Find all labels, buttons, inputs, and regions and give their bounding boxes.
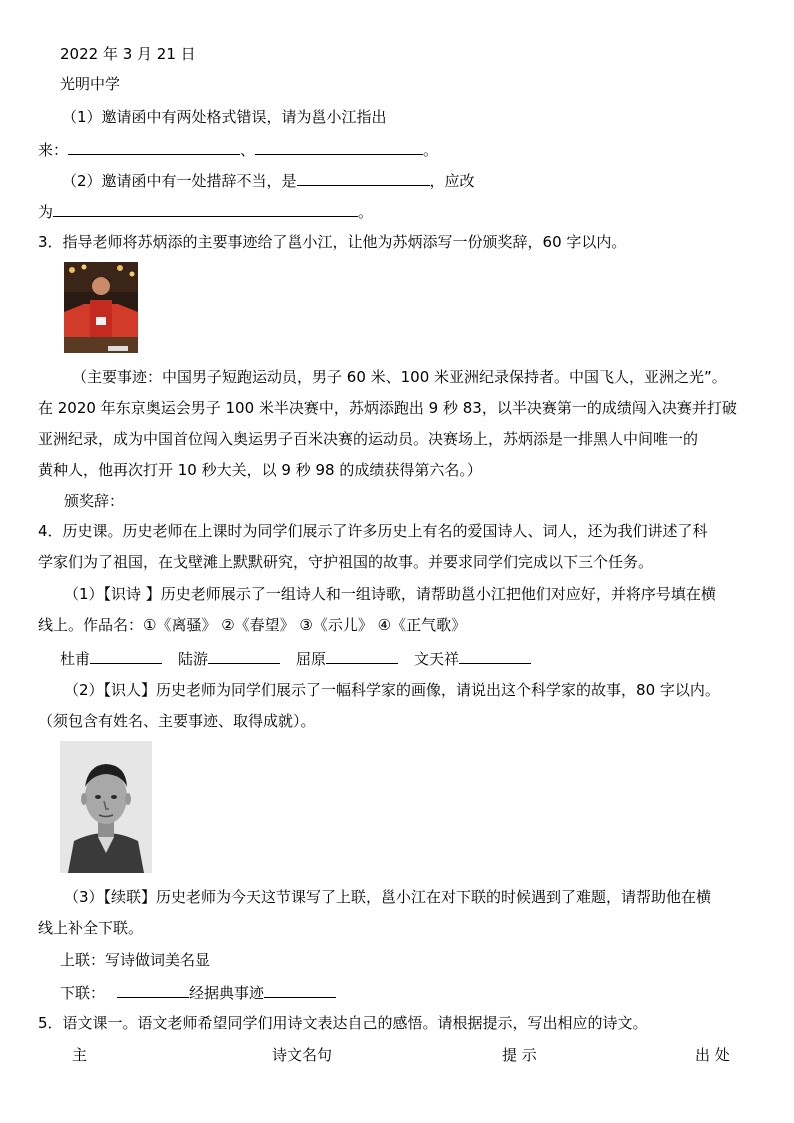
athlete-photo <box>64 262 138 353</box>
answer-blank[interactable] <box>459 648 531 664</box>
answer-blank[interactable] <box>264 982 336 998</box>
answer-blank[interactable] <box>297 170 430 186</box>
q4-task2-line2: （须包含有姓名、主要事迹、取得成就）。 <box>38 712 316 730</box>
answer-blank[interactable] <box>117 982 189 998</box>
q4-task3-line2: 线上补全下联。 <box>38 919 144 937</box>
couplet-lower-mid: 经据典事迹 <box>189 984 265 1002</box>
poet-name: 屈原 <box>296 650 327 668</box>
poet-name: 陆游 <box>178 650 209 668</box>
q4-line1: 4．历史课。历史老师在上课时为同学们展示了许多历史上有名的爱国诗人、词人，还为我们讲述了科 <box>38 522 708 540</box>
couplet-lower-line <box>60 982 336 1003</box>
poet-name: 杜甫 <box>60 650 91 668</box>
q4-task3-line1: （3）【续联】历史老师为今天这节课写了上联，邕小江在对下联的时候遇到了难题，请帮助他在横 <box>64 888 712 906</box>
answer-blank[interactable] <box>68 139 240 155</box>
letter-date: 2022 年 3 月 21 日 <box>60 45 196 63</box>
table-header-verse: 诗文名句 <box>272 1046 333 1064</box>
table-header-theme: 主 <box>72 1046 88 1064</box>
q5-text: 5．语文课一。语文老师希望同学们用诗文表达自己的感悟。请根据提示，写出相应的诗文。 <box>38 1014 648 1032</box>
separator: 、 <box>240 141 256 159</box>
letter-signature: 光明中学 <box>60 75 121 93</box>
q3-para1: （主要事迹：中国男子短跑运动员，男子 60 米、100 米亚洲纪录保持者。中国飞人，亚洲之光”。 <box>72 368 727 386</box>
couplet-upper: 上联：写诗做词美名显 <box>60 951 211 969</box>
poet-matching-row <box>60 648 531 669</box>
q4-task1-line1: （1）【识诗 】历史老师展示了一组诗人和一组诗歌，请帮助邕小江把他们对应好，并将序号填在横 <box>64 585 716 603</box>
q2-sub1-prefix: 来： <box>38 141 69 159</box>
poet-name: 文天祥 <box>414 650 460 668</box>
q3-para4: 黄种人，他再次打开 10 秒大关，以 9 秒 98 的成绩获得第六名。） <box>38 461 482 479</box>
scientist-portrait <box>60 741 152 873</box>
q4-line2: 学家们为了祖国，在戈壁滩上默默研究，守护祖国的故事。并要求同学们完成以下三个任务。 <box>38 553 654 571</box>
q2-sub2-answer-line <box>38 201 373 222</box>
q3-text: 3．指导老师将苏炳添的主要事迹给了邕小江，让他为苏炳添写一份颁奖辞，60 字以内。 <box>38 233 627 251</box>
q2-sub2-mid: ，应改 <box>429 172 475 190</box>
answer-blank[interactable] <box>53 201 358 217</box>
q2-sub1: （1）邀请函中有两处格式错误，请为邕小江指出 <box>62 108 387 126</box>
q3-para2: 在 2020 年东京奥运会男子 100 米半决赛中，苏炳添跑出 9 秒 83，以半决赛第一的成绩闯入决赛并打破 <box>38 399 737 417</box>
answer-blank[interactable] <box>208 648 280 664</box>
q4-task2-line1: （2）【识人】历史老师为同学们展示了一幅科学家的画像，请说出这个科学家的故事，80 字以内。 <box>64 681 720 699</box>
q2-sub2-prefix: 为 <box>38 203 54 221</box>
q2-sub2: （2）邀请函中有一处措辞不当，是 <box>62 172 297 190</box>
line-end: 。 <box>423 141 439 159</box>
couplet-lower-label: 下联： <box>60 984 106 1002</box>
q2-sub2-line <box>62 170 475 191</box>
q3-award-label: 颁奖辞： <box>64 492 125 510</box>
q3-para3: 亚洲纪录，成为中国首位闯入奥运男子百米决赛的运动员。决赛场上，苏炳添是一排黑人中间唯一的 <box>38 430 699 448</box>
q4-task1-line2: 线上。作品名：①《离骚》 ②《春望》 ③《示儿》 ④《正气歌》 <box>38 616 467 634</box>
q2-sub1-answer-line <box>38 139 438 160</box>
table-header-hint: 提 示 <box>502 1046 537 1064</box>
line-end: 。 <box>358 203 374 221</box>
answer-blank[interactable] <box>90 648 162 664</box>
answer-blank[interactable] <box>255 139 423 155</box>
answer-blank[interactable] <box>326 648 398 664</box>
table-header-source: 出 处 <box>695 1046 730 1064</box>
